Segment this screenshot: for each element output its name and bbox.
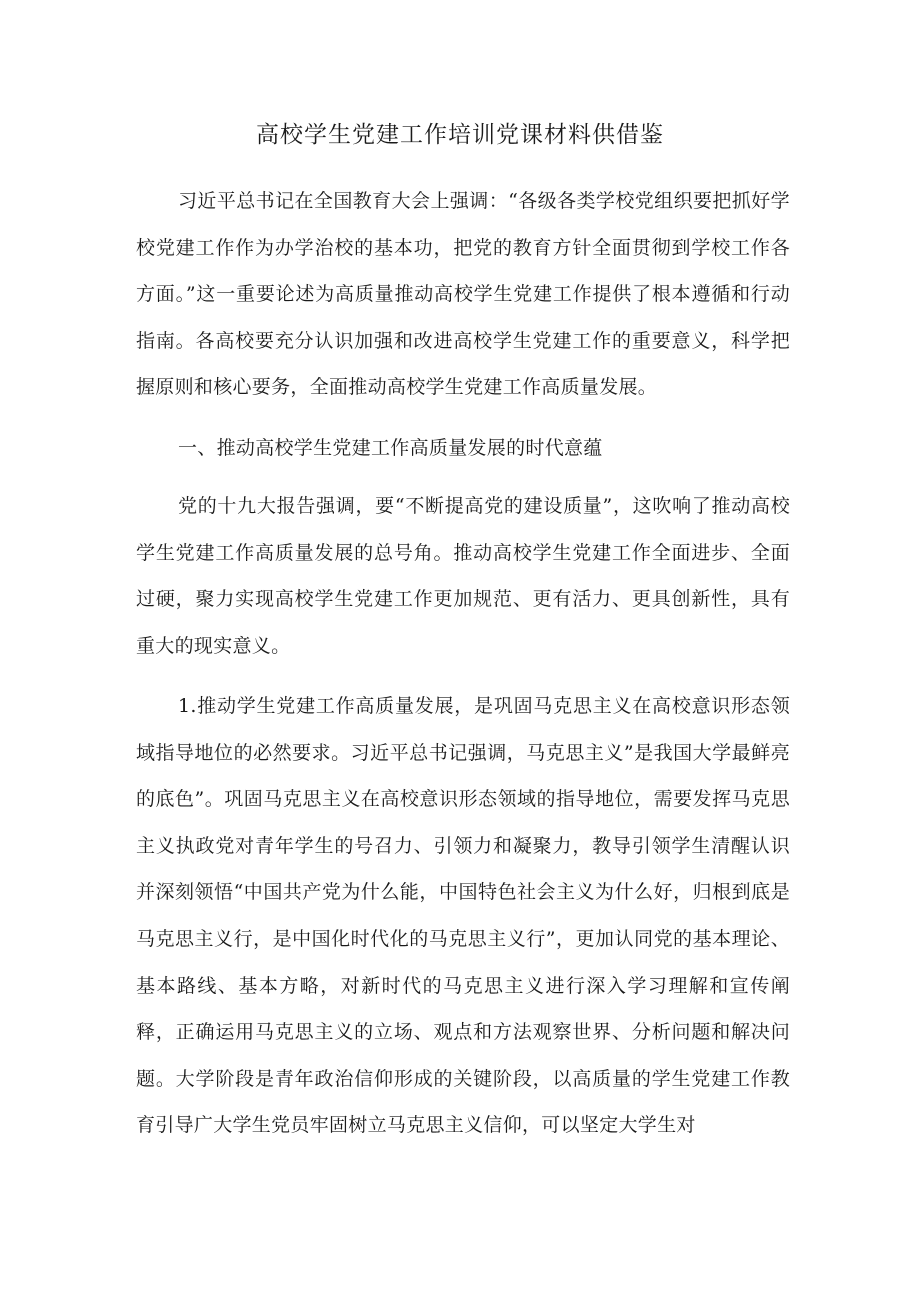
document-title: 高校学生党建工作培训党课材料供借鉴 bbox=[256, 122, 664, 148]
point-one-paragraph: 1.推动学生党建工作高质量发展，是巩固马克思主义在高校意识形态领域指导地位的必然要求。习近平总书记强调，马克思主义”是我国大学最鲜亮的底色”。巩固马克思主义在高校意识形态领域的指导地位，需要发挥马克思主义执政党对青年学生的号召力、引领力和凝聚力，教导引领学生清醒认识并深刻领悟“中国共产党为什么能，中国特色社会主义为什么好，归根到底是马克思主义行，是中国化时代化的马克思主义行”，更加认同党的基本理论、基本路线、基本方略，对新时代的马克思主义进行深入学习理解和宣传阐释，正确运用马克思主义的立场、观点和方法观察世界、分析问题和解决问题。大学阶段是青年政治信仰形成的关键阶段，以高质量的学生党建工作教育引导广大学生党员牢固树立马克思主义信仰，可以坚定大学生对 bbox=[136, 695, 790, 1137]
section-paragraph: 党的十九大报告强调，要“不断提高党的建设质量”，这吹响了推动高校学生党建工作高质量发展的总号角。推动高校学生党建工作全面进步、全面过硬，聚力实现高校学生党建工作更加规范、更有活力、更具创新性，具有重大的现实意义。 bbox=[136, 495, 790, 657]
section-heading: 一、推动高校学生党建工作高质量发展的时代意蕴 bbox=[178, 437, 603, 459]
intro-paragraph: 习近平总书记在全国教育大会上强调：“各级各类学校党组织要把抓好学校党建工作作为办学治校的基本功，把党的教育方针全面贯彻到学校工作各方面。”这一重要论述为高质量推动高校学生党建工作提供了根本遵循和行动指南。各高校要充分认识加强和改进高校学生党建工作的重要意义，科学把握原则和核心要务，全面推动高校学生党建工作高质量发展。 bbox=[136, 190, 790, 399]
